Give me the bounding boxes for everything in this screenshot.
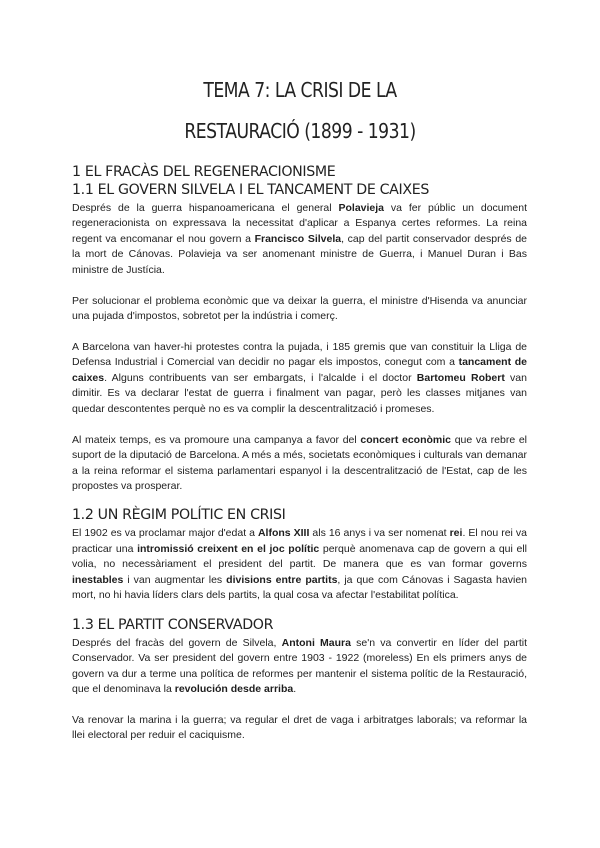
section-1-3-heading: 1.3 EL PARTIT CONSERVADOR (72, 616, 274, 633)
text-run: . Alguns contribuents van ser embargats, i l'alcalde i el doctor (104, 371, 417, 384)
section-1-1-paragraph-1 (72, 201, 527, 278)
text-run: . (293, 683, 297, 696)
text-run: perquè anomenava cap de govern a qui ell volia, no necessàriament el president del partit. De manera que es van formar governs (72, 542, 527, 571)
text-run: va fer públic un document regeneracionista on expressava la necessitat d'aplicar a Espanya certes reformes. La reina regent va encomanar el nou govern a (72, 202, 527, 245)
text-run: , cap del partit conservador després de la mort de Cánovas. Polavieja va ser anomenant ministre de Guerra, i Manuel Duran i Bas ministre de Justícia. (72, 232, 527, 276)
bold-term: divisions entre partits (226, 573, 338, 586)
bold-term: tancament de caixes (72, 356, 527, 384)
section-1-1-paragraph-3 (72, 340, 527, 417)
bold-term: Polavieja (338, 202, 385, 214)
section-1-2-paragraph-1 (72, 526, 527, 603)
section-1-heading: 1 EL FRACÀS DEL REGENERACIONISME (72, 164, 336, 180)
text-run: . El nou rei va practicar una (72, 527, 527, 555)
bold-term: revolución desde arriba (174, 683, 294, 696)
document-title-line-1: TEMA 7: LA CRISI DE LA (203, 78, 397, 102)
text-run: El 1902 es va proclamar major d'edat a (72, 527, 258, 540)
bold-term: rei (449, 527, 463, 540)
text-run: Després del fracàs del govern de Silvela, (72, 636, 282, 649)
text-run: se'n va convertir en líder del partit Conservador. Va ser president del govern entre 1903 - 1922 (moreless) En els primers anys de govern va dur a terme una política de reformes per mantenir el sistema polític de la Restauració, que el denominava la (72, 636, 527, 696)
bold-term: inestables (72, 573, 124, 586)
bold-term: intromissió creixent en el joc polític (137, 542, 320, 555)
section-1-1-paragraph-2: Per solucionar el problema econòmic que va deixar la guerra, el ministre d'Hisenda va anunciar una pujada d'impostos, sobretot per la indústria i comerç. (72, 294, 527, 323)
bold-term: Alfons XIII (257, 527, 310, 540)
bold-term: concert econòmic (360, 433, 452, 446)
document-title-line-2: RESTAURACIÓ (1899 - 1931) (184, 119, 416, 143)
bold-term: Antoni Maura (281, 636, 351, 649)
section-1-3-paragraph-2: Va renovar la marina i la guerra; va regular el dret de vaga i arbitratges laborals; va reformar la llei electoral per reduir el caciquisme. (72, 713, 527, 742)
text-run: Després de la guerra hispanoamericana el general (72, 202, 339, 214)
text-run: i van augmentar les (123, 573, 227, 586)
section-1-3-paragraph-1 (72, 636, 527, 698)
text-run: A Barcelona van haver-hi protestes contra la pujada, i 185 gremis que van constituir la Lliga de Defensa Industrial i Comercial van decidir no pagar els impostos, conegut com a (72, 340, 527, 369)
text-run: , ja que com Cánovas i Sagasta havien mort, no hi havia líders clars dels partits, la qual cosa va afectar l'estabilitat política. (72, 573, 528, 602)
text-run: Al mateix temps, es va promoure una campanya a favor del (72, 433, 361, 446)
document-body (72, 163, 527, 744)
bold-term: Bartomeu Robert (416, 371, 505, 384)
text-run: van dimitir. Es va declarar l'estat de guerra i finalment van pagar, però les classes mitjanes van quedar descontentes perquè no es va complir la descentralització i promeses. (72, 371, 527, 415)
section-1-1-paragraph-4 (72, 433, 527, 495)
text-run: que va rebre el suport de la diputació de Barcelona. A més a més, societats econòmiques i culturals van demanar a la reina reformar el sistema parlamentari espanyol i la descentralització de l'Estat, cap de les propostes va prosperar. (72, 433, 527, 492)
section-1-2-heading: 1.2 UN RÈGIM POLÍTIC EN CRISI (72, 507, 286, 524)
section-1-1-heading: 1.1 EL GOVERN SILVELA I EL TANCAMENT DE CAIXES (72, 182, 430, 198)
bold-term: Francisco Silvela (254, 232, 342, 245)
text-run: als 16 anys i va ser nomenat (309, 527, 450, 540)
